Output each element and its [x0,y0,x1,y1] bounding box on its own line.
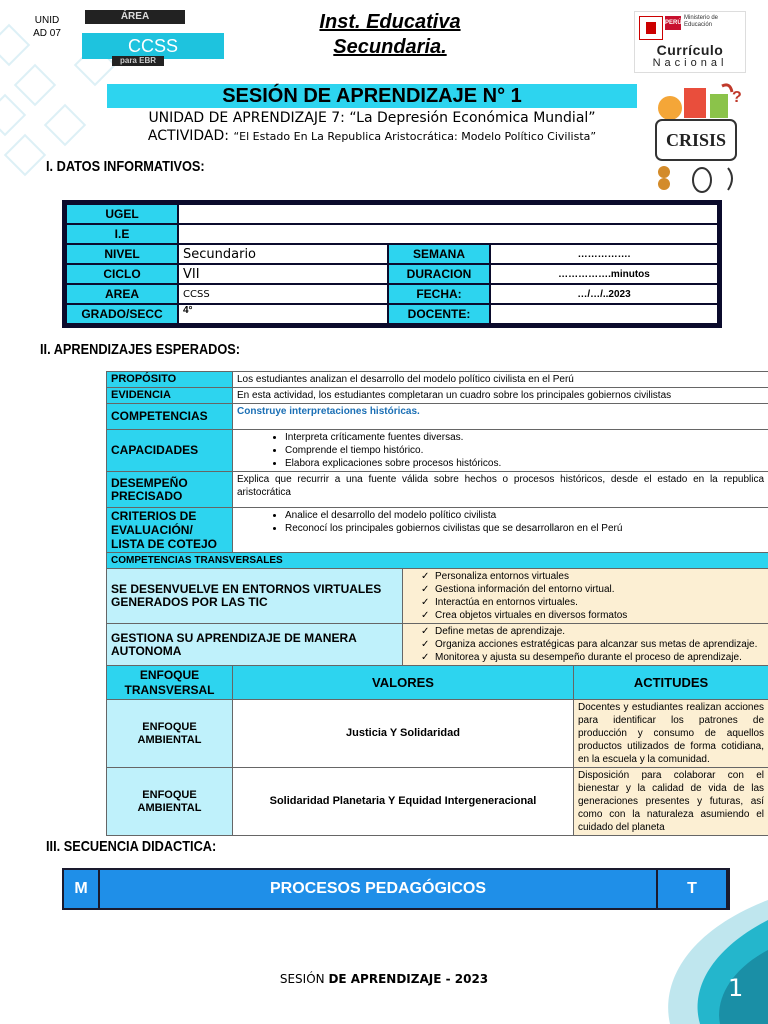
enfoque-header: ENFOQUE TRANSVERSAL [107,666,233,700]
nivel-value: Secundario [179,245,387,263]
table-row [67,205,717,223]
enfoque-cell: ENFOQUE AMBIENTAL [107,700,233,768]
list-item: ✓ Crea objetos virtuales en diversos formatos [435,609,764,622]
page-title: SESIÓN DE APRENDIZAJE N° 1 [222,85,522,107]
criterios-label: CRITERIOS DE EVALUACIÓN/ LISTA DE COTEJO [107,508,233,553]
duracion-value: …………….minutos [491,265,717,283]
datos-informativos-table [62,200,722,328]
capacidades-label: CAPACIDADES [107,430,233,472]
list-item: • Reconocí los principales gobiernos civilistas que se desarrollaron en el Perú [285,522,764,535]
valores-header: VALORES [233,666,574,700]
competencias-label: COMPETENCIAS [107,404,233,430]
tic-label: SE DESENVUELVE EN ENTORNOS VIRTUALES GENERADOS POR LAS TIC [107,569,403,624]
nivel-label: NIVEL [67,245,177,263]
transversales-header: COMPETENCIAS TRANSVERSALES [107,553,768,569]
autonoma-list [403,624,768,666]
section-aprendizajes-title: II. APRENDIZAJES ESPERADOS: [40,341,241,358]
area-row-label: AREA [67,285,177,303]
actividad-line [107,127,637,146]
shield-icon [639,16,663,40]
table-row [107,404,768,430]
footer-bold: DE APRENDIZAJE - 2023 [328,972,489,986]
nacional-label: Nacional [652,57,728,69]
criterios-list [233,508,768,553]
procesos-column-header: PROCESOS PEDAGÓGICOS [100,870,656,908]
evidencia-value: En esta actividad, los estudiantes completaran un cuadro sobre los principales gobiernos civilistas [233,388,768,404]
institution-line-1: Inst. Educativa [319,11,461,33]
autonoma-label: GESTIONA SU APRENDIZAJE DE MANERA AUTONOMA [107,624,403,666]
valor-cell: Justicia Y Solidaridad [233,700,574,768]
fecha-value: …/…/..2023 [491,285,717,303]
table-row [67,265,717,283]
semana-label: SEMANA [389,245,489,263]
table-row [107,666,768,700]
table-row [107,508,768,553]
table-row [67,245,717,263]
curriculo-label: Currículo [656,42,724,58]
ciclo-label: CICLO [67,265,177,283]
table-row [107,388,768,404]
unidad-tag: UNID AD 07 [33,15,61,39]
grado-value: 4° [179,305,387,323]
list-item: ✓ Define metas de aprendizaje. [435,625,764,638]
actitud-cell: Disposición para colaborar con el bienestar y la calidad de vida de las generaciones presentes y futuras, así como con la naturaleza asumiendo el cuidado del planeta [574,768,768,836]
table-row [107,372,768,388]
fecha-label: FECHA: [389,285,489,303]
area-badge: CCSS [82,33,224,59]
proposito-value: Los estudiantes analizan el desarrollo del modelo político civilista en el Perú [233,372,768,388]
list-item: • Comprende el tiempo histórico. [285,444,764,457]
actitudes-header: ACTITUDES [574,666,768,700]
tic-list [403,569,768,624]
ie-value [179,225,717,243]
actitud-cell: Docentes y estudiantes realizan acciones para identificar los patrones de producción y consumo de aquellos productos utilizados de forma cotidiana, en la escuela y la comunidad. [574,700,768,768]
secuencia-header [62,868,730,910]
aprendizajes-table [106,371,768,836]
page-footer [0,972,768,986]
enfoque-cell: ENFOQUE AMBIENTAL [107,768,233,836]
corner-wave-decoration [540,900,768,1024]
ciclo-value: VII [179,265,387,283]
area-label: ÁREA [85,10,185,24]
institution-name [290,10,490,60]
docente-label: DOCENTE: [389,305,489,323]
table-row [107,430,768,472]
area-row-value: CCSS [179,285,387,303]
ie-label: I.E [67,225,177,243]
desempeno-value: Explica que recurrir a una fuente válida sobre hechos o procesos históricos, desde el estado en la republica aristocrática [233,472,768,508]
list-item: • Interpreta críticamente fuentes diversas. [285,431,764,444]
table-row [107,624,768,666]
proposito-label: PROPÓSITO [107,372,233,388]
valor-cell: Solidaridad Planetaria Y Equidad Intergeneracional [233,768,574,836]
semana-value: ……………. [491,245,717,263]
ministerio-label: Ministerio de Educación [684,15,719,28]
crisis-text: CRISIS [665,130,727,150]
institution-line-2: Secundaria. [333,36,447,58]
section-secuencia-title: III. SECUENCIA DIDACTICA: [46,838,217,855]
m-column-header: M [64,870,98,908]
desempeno-label: DESEMPEÑO PRECISADO [107,472,233,508]
list-item: ✓ Gestiona información del entorno virtual. [435,583,764,596]
unidad-line: UNIDAD DE APRENDIZAJE 7: “La Depresión Económica Mundial” [148,110,596,126]
list-item: ✓ Personaliza entornos virtuales [435,570,764,583]
list-item: ✓ Monitorea y ajusta su desempeño durante el proceso de aprendizaje. [435,651,764,664]
list-item: • Elabora explicaciones sobre procesos históricos. [285,457,764,470]
ugel-label: UGEL [67,205,177,223]
table-row [67,305,717,323]
curriculo-nacional-logo [634,11,746,73]
table-row [107,569,768,624]
section-datos-title: I. DATOS INFORMATIVOS: [46,158,205,175]
sub-label: para EBR [112,56,164,66]
capacidades-list [233,430,768,472]
table-row [67,225,717,243]
list-item: ✓ Organiza acciones estratégicas para alcanzar sus metas de aprendizaje. [435,638,764,651]
table-row [107,472,768,508]
ugel-value [179,205,717,223]
table-row [107,700,768,768]
actividad-value: “El Estado En La Republica Aristocrática: Modelo Político Civilista” [233,130,597,143]
svg-text:?: ? [732,89,742,106]
evidencia-label: EVIDENCIA [107,388,233,404]
table-row [67,285,717,303]
list-item: ✓ Interactúa en entornos virtuales. [435,596,764,609]
t-column-header: T [658,870,726,908]
actividad-label: ACTIVIDAD: [147,128,234,144]
page-number: 1 [728,974,744,1002]
docente-value [491,305,717,323]
footer-prefix: SESIÓN [279,972,329,986]
list-item: • Analice el desarrollo del modelo político civilista [285,509,764,522]
duracion-label: DURACION [389,265,489,283]
peru-label: PERÚ [665,16,681,30]
table-row [107,768,768,836]
competencias-value: Construye interpretaciones históricas. [233,404,768,430]
crisis-illustration [640,80,752,198]
grado-label: GRADO/SECC [67,305,177,323]
table-row [107,553,768,569]
